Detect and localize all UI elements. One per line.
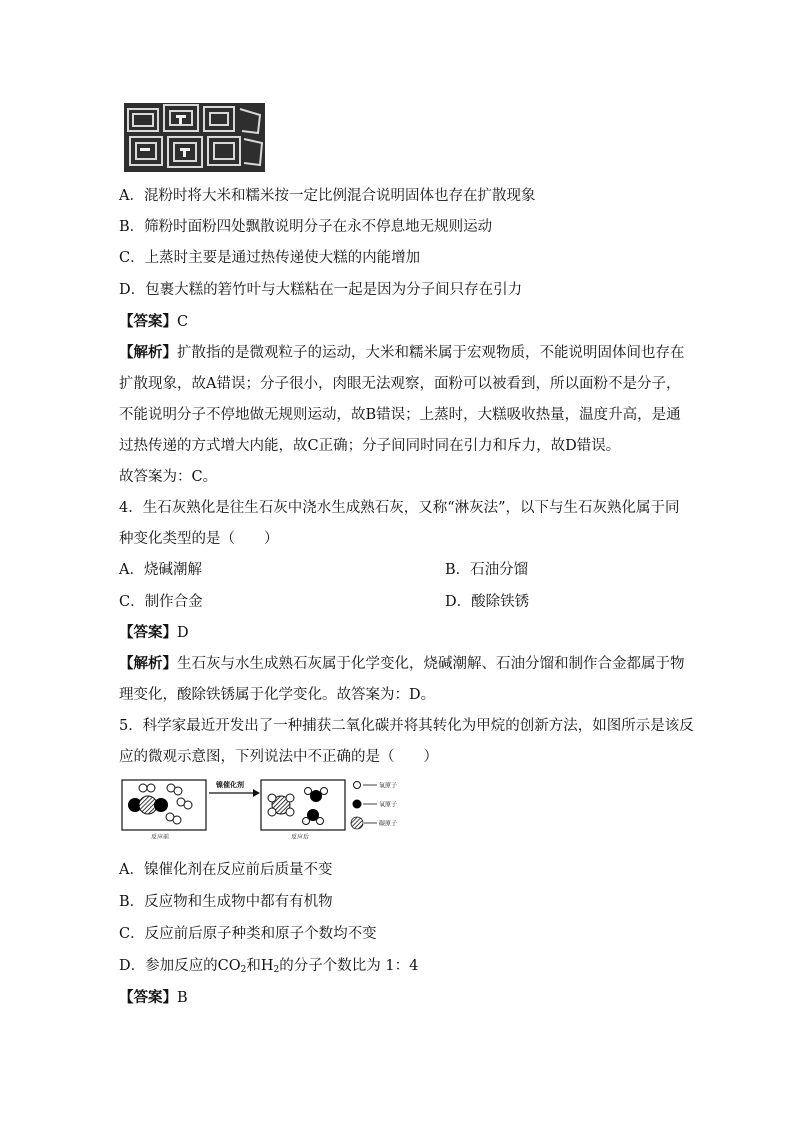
answer-value: B xyxy=(177,990,188,1006)
analysis-tag: 【解析】 xyxy=(119,655,177,672)
subscript: 2 xyxy=(273,965,280,975)
cake-photo xyxy=(124,103,265,172)
q4-analysis-line-1 xyxy=(119,654,685,674)
q5-option-c: C．反应前后原子种类和原子个数均不变 xyxy=(119,926,377,942)
after-label: 反应后 xyxy=(291,834,310,839)
answer-tag: 【答案】 xyxy=(119,313,177,330)
catalyst-label: 镍催化剂 xyxy=(216,781,244,789)
q3-analysis-line-2: 扩散现象，故A错误；分子很小，肉眼无法观察，面粉可以被看到，所以面粉不是分子， xyxy=(119,376,681,392)
q5-option-a: A．镍催化剂在反应前后质量不变 xyxy=(119,862,333,878)
formula-co: CO xyxy=(217,958,241,974)
formula-h: H xyxy=(260,958,274,974)
analysis-text: 生石灰与水生成熟石灰属于化学变化，烧碱潮解、石油分馏和制作合金都属于物 xyxy=(177,656,685,672)
q5-stem-line-1: 5．科学家最近开发出了一种捕获二氧化碳并将其转化为甲烷的创新方法，如图所示是该反 xyxy=(119,718,694,734)
q5-option-d xyxy=(119,956,418,976)
legend-carbon-label: 碳原子 xyxy=(379,820,398,828)
q3-option-b: B．筛粉时面粉四处飘散说明分子在永不停息地无规则运动 xyxy=(119,219,493,235)
q4-stem-line-2: 种变化类型的是（ ） xyxy=(119,531,279,547)
q3-analysis-line-1 xyxy=(119,343,685,363)
subscript: 2 xyxy=(240,965,247,975)
analysis-tag: 【解析】 xyxy=(119,344,177,361)
q3-analysis-line-3: 不能说明分子不停地做无规则运动，故B错误；上蒸时，大糕吸收热量，温度升高，是通 xyxy=(119,407,681,423)
option-d-text: D．参加反应的 xyxy=(119,958,218,974)
q4-analysis-line-2: 理变化，酸除铁锈属于化学变化。故答案为：D。 xyxy=(119,687,436,703)
option-d-text: 和 xyxy=(246,958,261,974)
answer-value: C xyxy=(177,314,189,330)
answer-tag: 【答案】 xyxy=(119,624,177,641)
legend-oxygen-icon xyxy=(353,800,362,809)
q3-analysis-line-4: 过热传递的方式增大内能，故C正确；分子间同时同在引力和斥力，故D错误。 xyxy=(119,438,621,454)
q3-option-c: C．上蒸时主要是通过热传递使大糕的内能增加 xyxy=(119,250,421,266)
q4-option-c: C．制作合金 xyxy=(119,594,203,610)
q4-option-d: D．酸除铁锈 xyxy=(445,594,530,610)
legend-carbon-icon xyxy=(351,817,363,829)
answer-tag: 【答案】 xyxy=(119,989,177,1006)
legend-hydrogen-icon xyxy=(354,782,361,789)
legend-oxygen-label: 氧原子 xyxy=(379,801,398,809)
q3-option-d: D．包裹大糕的箬竹叶与大糕粘在一起是因为分子间只存在引力 xyxy=(119,282,523,298)
q5-option-b: B．反应物和生成物中都有有机物 xyxy=(119,894,333,910)
option-d-text: 的分子个数比为 1：4 xyxy=(279,958,419,974)
q4-answer xyxy=(119,623,189,643)
q3-answer xyxy=(119,312,188,332)
q4-option-a: A．烧碱潮解 xyxy=(119,562,202,578)
analysis-text: 扩散指的是微观粒子的运动，大米和糯米属于宏观物质，不能说明固体间也存在 xyxy=(177,345,685,361)
q3-conclusion: 故答案为：C。 xyxy=(119,469,218,485)
legend-hydrogen-label: 氢原子 xyxy=(379,782,398,790)
q3-option-a: A．混粉时将大米和糯米按一定比例混合说明固体也存在扩散现象 xyxy=(119,188,536,204)
q5-stem-line-2: 应的微观示意图，下列说法中不正确的是（ ） xyxy=(119,749,438,765)
q4-option-b: B．石油分馏 xyxy=(445,562,529,578)
q5-answer xyxy=(119,988,188,1008)
before-label: 反应前 xyxy=(151,834,170,839)
q4-stem-line-1: 4．生石灰熟化是往生石灰中浇水生成熟石灰，又称“淋灰法”，以下与生石灰熟化属于同 xyxy=(119,500,680,516)
answer-value: D xyxy=(177,625,189,641)
reaction-diagram xyxy=(121,777,421,839)
